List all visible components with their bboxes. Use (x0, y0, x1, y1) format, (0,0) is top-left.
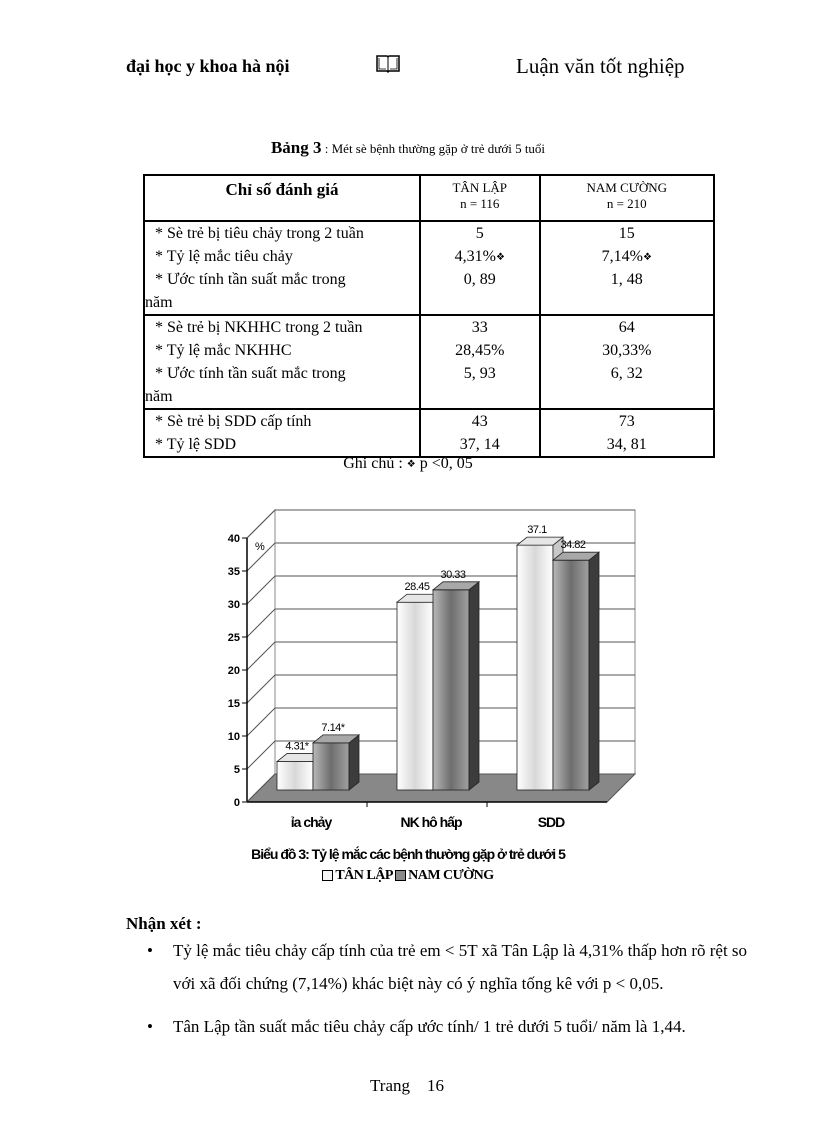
y-tick-label: 25 (227, 632, 240, 644)
bar-data-label: 37.1 (527, 524, 547, 537)
bar-side (349, 735, 359, 790)
tan-lap-value-line (421, 268, 539, 291)
significance-mark: ❖ (495, 251, 505, 263)
table-caption-text: : Mét sè bệnh thường gặp ở trẻ dưới 5 tuổi (321, 141, 546, 156)
table-group-row (144, 409, 714, 457)
nam-cuong-value-line (541, 410, 713, 433)
nam-cuong-value: 7,14% (601, 248, 643, 265)
header-col2-name: NAM CƯỜNG (586, 180, 668, 195)
bar-data-label: 30.33 (440, 568, 466, 581)
criteria-cell (144, 409, 420, 457)
y-tick-label: 35 (227, 566, 240, 578)
bar-front (517, 545, 553, 790)
criteria-label: * Tỷ lệ mắc tiêu chảy (155, 248, 293, 265)
criteria-cell (144, 315, 420, 409)
tan-lap-cell (420, 315, 540, 409)
table-note (0, 455, 816, 473)
y-tick-label: 20 (227, 665, 240, 677)
tan-lap-value: 28,45% (455, 342, 505, 359)
x-category-label: ỉa chảy (290, 814, 332, 830)
bar-front (313, 743, 349, 790)
x-category-label: SDD (537, 814, 565, 830)
nam-cuong-value: 15 (618, 225, 635, 242)
remarks-list (147, 934, 753, 1043)
y-tick-label: 10 (227, 731, 240, 743)
nam-cuong-cell (540, 315, 714, 409)
tan-lap-value-line (421, 433, 539, 456)
tan-lap-value-line (421, 339, 539, 362)
nam-cuong-value: 73 (618, 413, 635, 430)
bullet-icon: • (147, 1017, 153, 1036)
chart-legend (0, 868, 816, 884)
remark-item (147, 934, 753, 1000)
tan-lap-value: 0, 89 (463, 271, 496, 288)
chart-title: Biểu đồ 3: Tỷ lệ mắc các bệnh thường gặp ở trẻ dưới 5 (251, 846, 565, 862)
bullet-icon: • (147, 941, 153, 960)
legend-swatch-nam-cuong (395, 870, 406, 881)
book-icon (375, 52, 401, 74)
y-axis-unit: % (255, 541, 265, 553)
criteria-label: * Tỷ lệ SDD (155, 436, 237, 453)
bar-data-label: 4.31* (285, 740, 309, 753)
criteria-label: * Sè trẻ bị tiêu chảy trong 2 tuần (155, 225, 364, 242)
header-col1-n: n = 116 (460, 196, 500, 211)
header-col2 (540, 175, 714, 221)
nam-cuong-cell (540, 409, 714, 457)
nam-cuong-value: 30,33% (602, 342, 652, 359)
y-tick-label: 0 (233, 797, 240, 809)
tan-lap-value: 43 (471, 413, 488, 430)
y-tick-label: 5 (233, 764, 240, 776)
header-institution: đại học y khoa hà nội (126, 56, 290, 76)
nam-cuong-value: 6, 32 (610, 365, 643, 382)
table-group-row (144, 315, 714, 409)
criteria-label: * Sè trẻ bị NKHHC trong 2 tuần (155, 319, 363, 336)
page-value: 16 (427, 1076, 444, 1095)
bar-data-label: 28.45 (404, 581, 430, 594)
remarks-title: Nhận xét : (126, 914, 202, 933)
note-text: p <0, 05 (415, 455, 473, 472)
tan-lap-value-line (421, 222, 539, 245)
note-diamond-mark: ❖ (406, 458, 416, 470)
legend-label-nam-cuong: NAM CƯỜNG (408, 868, 494, 883)
y-tick-label: 15 (227, 698, 240, 710)
bar-data-label: 7.14* (321, 721, 345, 734)
note-prefix: Ghi chú : (343, 455, 407, 472)
nam-cuong-value: 64 (618, 319, 635, 336)
nam-cuong-value-line (541, 433, 713, 456)
significance-mark: ❖ (642, 251, 652, 263)
tan-lap-value: 33 (471, 319, 488, 336)
criteria-label: * Sè trẻ bị SDD cấp tính (155, 413, 312, 430)
disease-rate-chart (225, 500, 645, 840)
nam-cuong-value-line (541, 222, 713, 245)
nam-cuong-value-line (541, 362, 713, 385)
tan-lap-value: 5 (475, 225, 484, 242)
bar-side (469, 582, 479, 790)
nam-cuong-value: 34, 81 (606, 436, 647, 453)
tan-lap-value-line (421, 362, 539, 385)
tan-lap-value: 37, 14 (459, 436, 500, 453)
tan-lap-value-line (421, 316, 539, 339)
table-group-row (144, 221, 714, 315)
header-col1 (420, 175, 540, 221)
bar-front (553, 560, 589, 790)
criteria-label-continuation: năm (145, 388, 173, 405)
nam-cuong-value-line (541, 268, 713, 291)
tan-lap-value-line (421, 245, 539, 268)
legend-label-tan-lap: TÂN LẬP (335, 868, 393, 883)
table-header-row (144, 175, 714, 221)
header-criteria: Chỉ số đánh giá (144, 175, 420, 221)
tan-lap-cell (420, 221, 540, 315)
criteria-label: * Tỷ lệ mắc NKHHC (155, 342, 292, 359)
legend-swatch-tan-lap (322, 870, 333, 881)
header-document-type: Luận văn tốt nghiệp (516, 54, 685, 78)
nam-cuong-value: 1, 48 (610, 271, 643, 288)
bar-front (397, 602, 433, 790)
criteria-label: * Ước tính tần suất mắc trong (155, 271, 346, 288)
criteria-label: * Ước tính tần suất mắc trong (155, 365, 346, 382)
remark-item (147, 1010, 753, 1043)
nam-cuong-value-line (541, 339, 713, 362)
page-number (370, 1076, 444, 1096)
disease-table (143, 174, 715, 458)
bar-front (277, 762, 313, 790)
nam-cuong-cell (540, 221, 714, 315)
x-category-label: NK hô hấp (400, 814, 462, 830)
tan-lap-value: 5, 93 (463, 365, 496, 382)
tan-lap-cell (420, 409, 540, 457)
remark-text: Tân Lập tần suất mắc tiêu chảy cấp ước tính/ 1 trẻ dưới 5 tuổi/ năm là 1,44. (173, 1017, 686, 1036)
criteria-cell (144, 221, 420, 315)
page-label: Trang (370, 1076, 410, 1095)
tan-lap-value: 4,31% (454, 248, 496, 265)
bar-side (589, 552, 599, 790)
nam-cuong-value-line (541, 316, 713, 339)
table-caption (0, 138, 816, 158)
bar-data-label: 34.82 (560, 539, 586, 552)
y-tick-label: 40 (227, 533, 240, 545)
header-col2-n: n = 210 (606, 196, 647, 211)
y-tick-label: 30 (227, 599, 240, 611)
remark-text: Tỷ lệ mắc tiêu chảy cấp tính của trẻ em < 5T xã Tân Lập là 4,31% thấp hơn rõ rệt so với xã đối chứng (7,14%) khác biệt này có ý nghĩa tống kê với p < 0,05. (173, 941, 748, 993)
table-caption-label: Bảng 3 (270, 138, 322, 157)
nam-cuong-value-line (541, 245, 713, 268)
tan-lap-value-line (421, 410, 539, 433)
header-col1-name: TÂN LẬP (452, 180, 508, 195)
criteria-label-continuation: năm (145, 294, 173, 311)
bar-front (433, 590, 469, 790)
